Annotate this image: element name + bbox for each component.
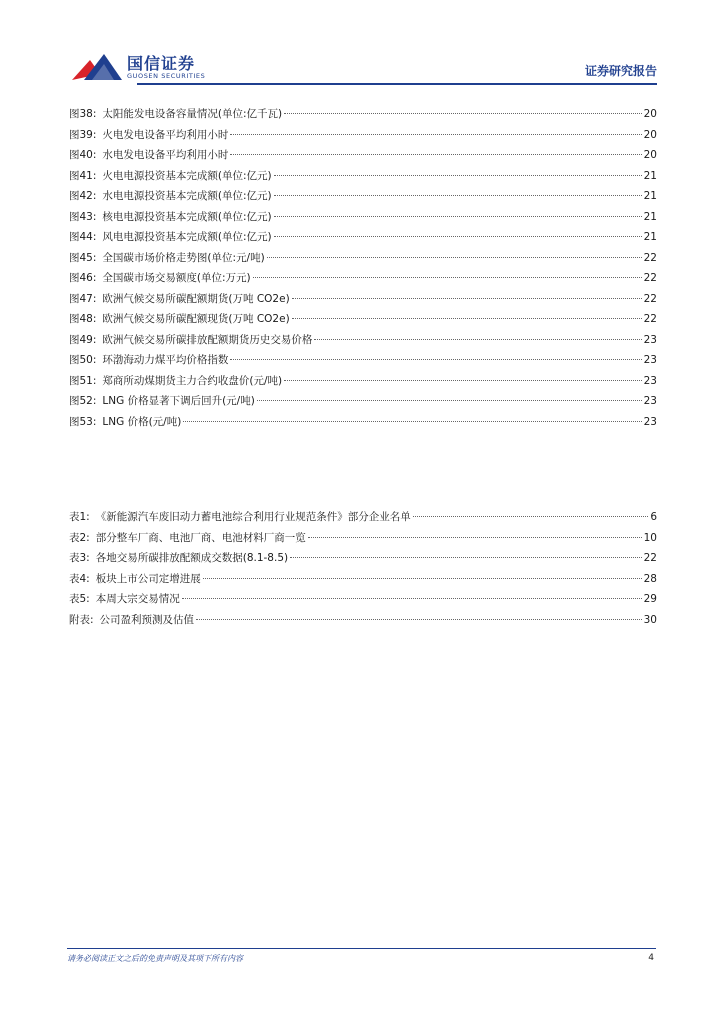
toc-entry-number: 图48: (69, 313, 97, 325)
toc-entry-page: 29 (643, 593, 657, 605)
guosen-logo-icon (70, 52, 124, 84)
toc-leader-dots (267, 245, 642, 258)
toc-leader-dots (203, 566, 642, 579)
toc-entry-number: 图43: (69, 210, 97, 223)
toc-leader-dots (274, 163, 642, 176)
toc-leader-dots (284, 368, 641, 381)
toc-entry-number: 表2: (69, 531, 90, 544)
toc-entry-number: 图40: (69, 149, 97, 161)
toc-entry-page: 6 (650, 511, 657, 523)
toc-entry-title: 欧洲气候交易所碳配额现货(万吨 CO2e) (102, 313, 290, 325)
toc-entry-title: 欧洲气候交易所碳排放配额期货历史交易价格 (102, 333, 313, 346)
toc-leader-dots (183, 409, 641, 422)
toc-entry-page: 23 (643, 415, 657, 428)
toc-entry-number: 图39: (69, 128, 97, 141)
toc-leader-dots (230, 142, 641, 155)
toc-entry-page: 21 (643, 231, 657, 243)
toc-entry-page: 10 (643, 531, 657, 544)
table-list (69, 507, 657, 630)
toc-entry-page: 20 (643, 128, 657, 141)
toc-entry-number: 表1: (69, 511, 90, 523)
toc-entry-title: LNG 价格(元/吨) (102, 415, 182, 428)
toc-entry-number: 图51: (69, 374, 97, 387)
toc-leader-dots (274, 204, 642, 217)
toc-entry-page: 22 (643, 313, 657, 325)
toc-entry-number: 附表: (69, 613, 94, 626)
toc-entry[interactable] (69, 412, 657, 433)
toc-entry-title: 郑商所动煤期货主力合约收盘价(元/吨) (102, 374, 283, 387)
toc-leader-dots (292, 286, 642, 299)
toc-entry-page: 28 (643, 572, 657, 585)
toc-entry-number: 图44: (69, 231, 97, 243)
toc-leader-dots (413, 504, 649, 517)
toc-entry-number: 图41: (69, 169, 97, 182)
toc-entry-page: 22 (643, 272, 657, 284)
toc-entry-title: 部分整车厂商、电池厂商、电池材料厂商一览 (95, 531, 306, 544)
logo-chinese-name: 国信证券 (127, 54, 196, 73)
toc-leader-dots (314, 327, 641, 340)
toc-entry-title: 核电电源投资基本完成额(单位:亿元) (102, 210, 272, 223)
toc-leader-dots (182, 586, 642, 599)
toc-entry[interactable] (69, 610, 657, 631)
toc-entry-number: 图45: (69, 251, 97, 264)
toc-leader-dots (290, 545, 642, 558)
toc-leader-dots (284, 101, 641, 114)
toc-entry-page: 23 (643, 354, 657, 366)
toc-entry-title: 全国碳市场交易额度(单位:万元) (102, 272, 251, 284)
toc-entry-number: 图49: (69, 333, 97, 346)
toc-entry-number: 表3: (69, 552, 90, 564)
toc-entry-title: 本周大宗交易情况 (95, 593, 180, 605)
toc-entry-title: 各地交易所碳排放配额成交数据(8.1-8.5) (95, 552, 289, 564)
toc-entry-page: 20 (643, 108, 657, 120)
toc-entry-page: 23 (643, 395, 657, 407)
company-logo (70, 50, 210, 86)
header-divider (137, 83, 657, 85)
toc-entry-page: 21 (643, 190, 657, 202)
toc-entry-page: 22 (643, 251, 657, 264)
toc-entry-page: 20 (643, 149, 657, 161)
toc-entry-page: 23 (643, 333, 657, 346)
toc-leader-dots (274, 183, 642, 196)
toc-entry-page: 22 (643, 292, 657, 305)
toc-entry-number: 图52: (69, 395, 97, 407)
toc-entry-title: 板块上市公司定增进展 (95, 572, 201, 585)
toc-entry-number: 图46: (69, 272, 97, 284)
toc-entry-page: 23 (643, 374, 657, 387)
toc-entry-title: LNG 价格显著下调后回升(元/吨) (102, 395, 255, 407)
toc-leader-dots (230, 122, 641, 135)
page-header (0, 0, 724, 90)
toc-leader-dots (308, 525, 642, 538)
toc-entry-title: 公司盈利预测及估值 (99, 613, 195, 626)
toc-entry-page: 22 (643, 552, 657, 564)
figure-list (69, 104, 657, 432)
toc-entry-title: 水电发电设备平均利用小时 (102, 149, 229, 161)
toc-entry-title: 《新能源汽车废旧动力蓄电池综合利用行业规范条件》部分企业名单 (95, 511, 411, 523)
toc-entry-title: 太阳能发电设备容量情况(单位:亿千瓦) (102, 108, 283, 120)
toc-entry-number: 图42: (69, 190, 97, 202)
footer-disclaimer: 请务必阅读正文之后的免责声明及其项下所有内容 (67, 954, 243, 963)
logo-english-name: GUOSEN SECURITIES (127, 72, 206, 80)
report-type-label: 证券研究报告 (584, 64, 657, 78)
toc-entry-number: 图53: (69, 415, 97, 428)
toc-leader-dots (196, 607, 642, 620)
toc-entry-page: 21 (643, 210, 657, 223)
toc-entry-title: 欧洲气候交易所碳配额期货(万吨 CO2e) (102, 292, 290, 305)
toc-entry-title: 火电电源投资基本完成额(单位:亿元) (102, 169, 272, 182)
toc-entry-page: 30 (643, 613, 657, 626)
toc-leader-dots (292, 306, 642, 319)
toc-leader-dots (274, 224, 642, 237)
toc-entry-title: 风电电源投资基本完成额(单位:亿元) (102, 231, 272, 243)
toc-entry-number: 表4: (69, 572, 90, 585)
toc-leader-dots (257, 388, 642, 401)
toc-leader-dots (230, 347, 641, 360)
toc-entry-title: 全国碳市场价格走势图(单位:元/吨) (102, 251, 265, 264)
toc-entry-number: 图50: (69, 354, 97, 366)
toc-leader-dots (253, 265, 642, 278)
toc-entry-title: 水电电源投资基本完成额(单位:亿元) (102, 190, 272, 202)
footer-divider (67, 948, 656, 949)
toc-entry-number: 表5: (69, 593, 90, 605)
toc-entry-page: 21 (643, 169, 657, 182)
page-number: 4 (648, 953, 654, 963)
toc-entry-number: 图47: (69, 292, 97, 305)
toc-entry-number: 图38: (69, 108, 97, 120)
toc-entry-title: 火电发电设备平均利用小时 (102, 128, 229, 141)
toc-entry-title: 环渤海动力煤平均价格指数 (102, 354, 229, 366)
